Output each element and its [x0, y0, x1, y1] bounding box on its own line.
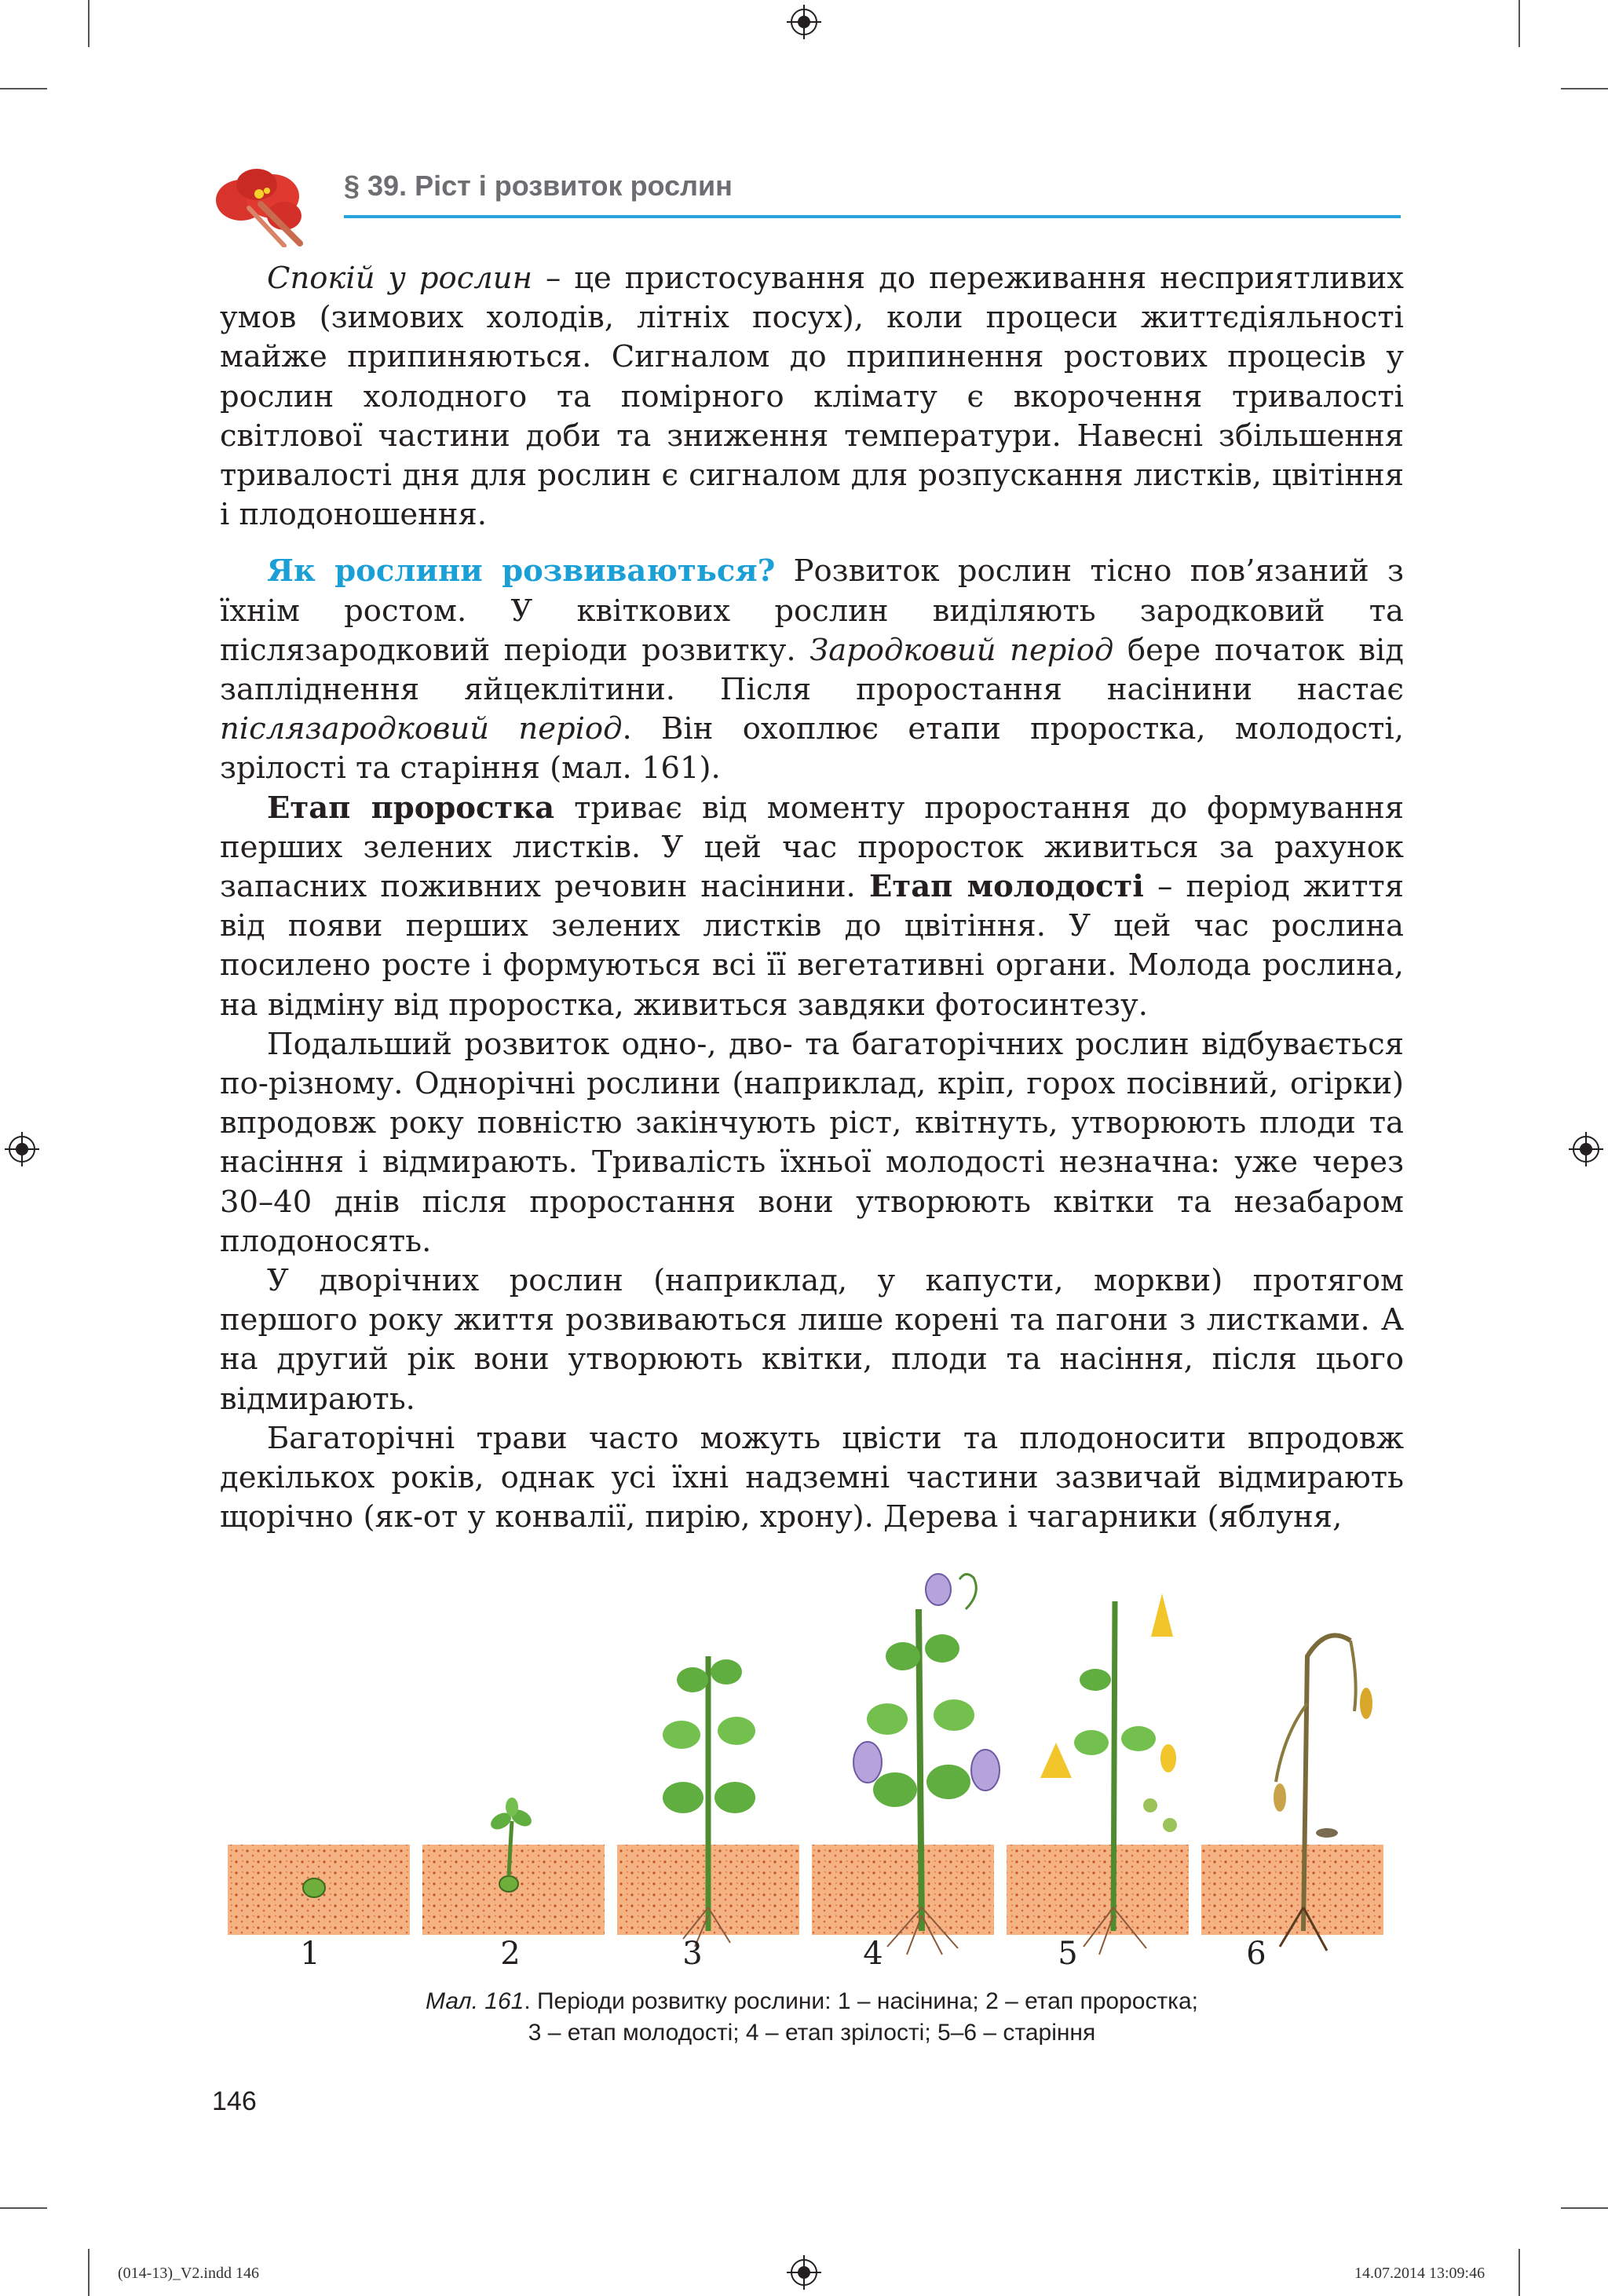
stage-label: 4	[863, 1936, 883, 1970]
term: Спокій у рослин	[267, 261, 532, 296]
caption-lead: Мал. 161	[426, 1988, 524, 2014]
header-divider	[344, 215, 1401, 218]
term: Етап молодості	[869, 869, 1144, 905]
figure-caption: Мал. 161. Періоди розвитку рослини: 1 – насінина; 2 – етап проростка; 3 – етап молодості; 4 – етап зрілості; 5–6 – старіння	[426, 1988, 1198, 2046]
section-title: § 39. Ріст і розвиток рослин	[344, 170, 733, 202]
paragraph: Як рослини розвиваються? Розвиток рослин тісно пов’язаний з їхнім ростом. У квіткових рослин виділяють зародковий та післязародковий періоди розвитку. Зародковий період бере початок від запліднення яйцеклітини. Після проростання насінини настає післязародковий період. Він охоплює етапи проростка, молодості, зрілості та старіння (мал. 161).	[220, 553, 1404, 787]
term: післязародковий період	[220, 711, 623, 747]
registration-mark-icon	[787, 5, 821, 39]
soil-blocks	[228, 1845, 1383, 1935]
stage-label: 3	[682, 1936, 703, 1970]
crop-mark	[1518, 2249, 1520, 2296]
paragraph: Спокій у рослин – це пристосування до переживання несприятливих умов (зимових холодів, літніх посух), коли процеси життєдіяльності майже припиняються. Сигналом до припинення ростових процесів у рослин холодного та помірного клімату є вкорочення тривалості світлової частини доби та зниження температури. Навесні збільшення тривалості дня для рослин є сигналом для розпускання листків, цвітіння і плодоношення.	[220, 261, 1404, 533]
plant-development-figure	[212, 1562, 1405, 1970]
crop-mark	[88, 0, 90, 47]
subheading: Як рослини розвиваються?	[267, 553, 776, 590]
flower-icon	[206, 161, 308, 247]
term: Зародковий період	[809, 632, 1114, 668]
registration-mark-icon	[1569, 1132, 1603, 1166]
stage-label: 5	[1058, 1936, 1078, 1970]
registration-mark-icon	[787, 2255, 821, 2290]
paragraph: У дворічних рослин (наприклад, у капусти, моркви) протягом першого року життя розвиваються лише корені та пагони з листками. А на другий рік вони утворюють квітки, плоди та насіння, після цього відмирають.	[220, 1263, 1404, 1417]
stage-label: 1	[300, 1936, 320, 1970]
paragraph: Етап проростка триває від моменту проростання до формування перших зелених листків. У цей час проросток живиться за рахунок запасних поживних речовин насінини. Етап молодості – період життя від появи перших зелених листків до цвітіння. У цей час рослина посилено росте і формуються всі її вегетативні органи. Молода рослина, на відміну від проростка, живиться завдяки фотосинтезу.	[220, 790, 1404, 1023]
footer-file-info: (014-13)_V2.indd 146	[118, 2265, 259, 2282]
stage-label: 2	[500, 1936, 521, 1970]
registration-mark-icon	[5, 1132, 39, 1166]
stage-label: 6	[1246, 1936, 1266, 1970]
crop-mark	[0, 2207, 47, 2209]
crop-mark	[88, 2249, 90, 2296]
footer-timestamp: 14.07.2014 13:09:46	[1354, 2265, 1486, 2282]
paragraph: Подальший розвиток одно-, дво- та багаторічних рослин відбувається по-різному. Однорічні рослини (наприклад, кріп, горох посівний, огірки) впродовж року повністю закінчують ріст, квітнуть, утворюють плоди та насіння і відмирають. Тривалість їхньої молодості незначна: уже через 30–40 днів після проростання вони утворюють квітки та незабаром плодоносять.	[220, 1026, 1404, 1259]
paragraph: Багаторічні трави часто можуть цвісти та плодоносити впродовж декількох років, однак усі їхні надземні частини зазвичай відмирають щорічно (як-от у конвалії, пирію, хрону). Дерева і чагарники (яблуня,	[220, 1420, 1404, 1535]
crop-mark	[1561, 2207, 1608, 2209]
page-number: 146	[212, 2086, 257, 2116]
crop-mark	[1518, 0, 1520, 47]
crop-mark	[1561, 88, 1608, 89]
body-text	[220, 259, 1404, 1538]
term: Етап проростка	[267, 790, 555, 826]
crop-mark	[0, 88, 47, 89]
